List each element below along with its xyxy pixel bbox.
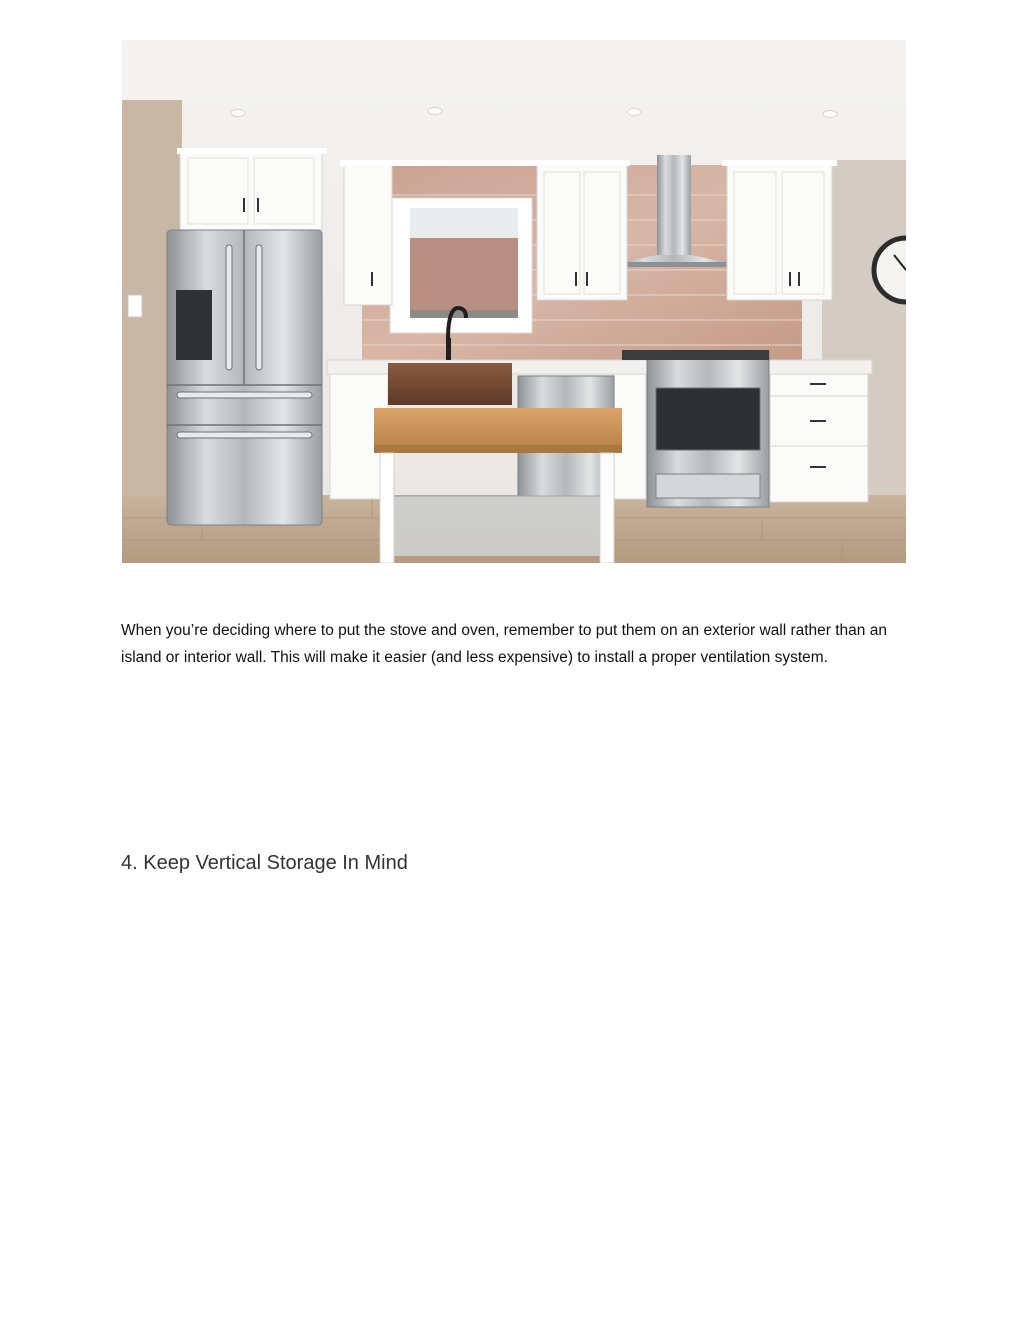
body-paragraph: When you’re deciding where to put the stove and oven, remember to put them on an exterior wall rather than an island or interior wall. This will make it easier (and less expensive) to install a proper ventilation system. bbox=[121, 622, 887, 666]
section-heading: 4. Keep Vertical Storage In Mind bbox=[121, 852, 408, 874]
kitchen-photo bbox=[122, 40, 906, 563]
kitchen-illustration bbox=[122, 40, 906, 563]
